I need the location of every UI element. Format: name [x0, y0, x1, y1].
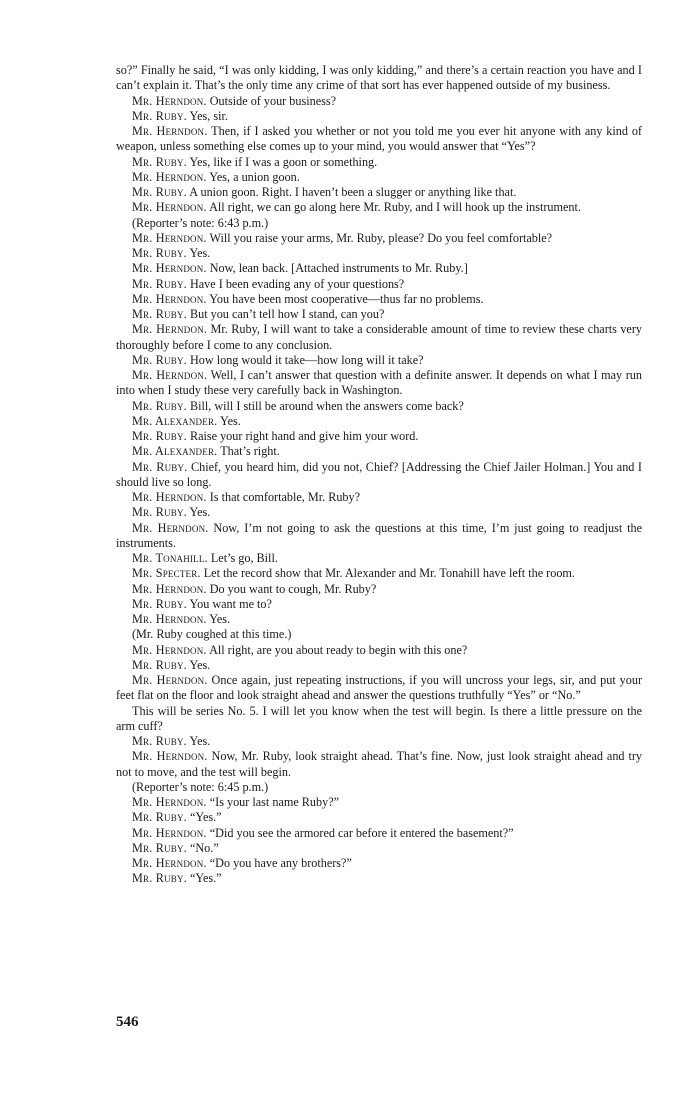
speaker-name: Mr. Herndon. — [132, 520, 209, 535]
transcript-paragraph — [116, 871, 642, 886]
speaker-name: Mr. Herndon. — [132, 291, 207, 306]
paragraph-text: All right, we can go along here Mr. Ruby, and I will hook up the instrument. — [209, 200, 581, 215]
paragraph-text: Have I been evading any of your questions? — [189, 276, 405, 291]
transcript-paragraph — [116, 322, 642, 353]
paragraph-text: so?” Finally he said, “I was only kidding, I was only kidding,” and there’s a certain reaction you have and I can’t explain it. That’s the only time any crime of that sort has ever happened outside of my business. — [116, 63, 642, 93]
paragraph-text: Now, Mr. Ruby, look straight ahead. That’s fine. Now, just look straight ahead and try not to move, and the test will begin. — [116, 749, 642, 779]
speaker-name: Mr. Ruby. — [132, 246, 187, 260]
speaker-name: Mr. Ruby. — [132, 352, 187, 367]
paragraph-text: How long would it take—how long will it take? — [189, 352, 424, 367]
transcript-paragraph — [116, 460, 642, 491]
speaker-name: Mr. Ruby. — [132, 596, 187, 611]
paragraph-text: Chief, you heard him, did you not, Chief? [Addressing the Chief Jailer Holman.] You and I should live so long. — [116, 459, 642, 489]
speaker-name: Mr. Ruby. — [132, 154, 187, 169]
transcript-paragraph — [116, 414, 642, 429]
transcript-paragraph — [116, 841, 642, 856]
speaker-name: Mr. Ruby. — [132, 505, 187, 520]
speaker-name: Mr. Tonahill. — [132, 551, 208, 565]
transcript-paragraph — [116, 795, 642, 810]
transcript-paragraph — [116, 109, 642, 124]
paragraph-text: “Yes.” — [189, 871, 222, 886]
transcript-paragraph — [116, 597, 642, 612]
paragraph-text: “Yes.” — [189, 810, 222, 825]
transcript-paragraph — [116, 856, 642, 871]
transcript-paragraph — [116, 353, 642, 368]
transcript-body — [116, 63, 642, 887]
speaker-name: Mr. Herndon. — [132, 261, 207, 276]
transcript-paragraph — [116, 566, 642, 581]
speaker-name: Mr. Herndon. — [132, 322, 208, 337]
speaker-name: Mr. Ruby. — [132, 734, 187, 748]
paragraph-text: (Reporter’s note: 6:45 p.m.) — [132, 779, 269, 794]
transcript-paragraph — [116, 368, 642, 399]
paragraph-text: Yes, sir. — [189, 108, 228, 123]
speaker-name: Mr. Specter. — [132, 566, 201, 581]
paragraph-text: Once again, just repeating instructions, if you will uncross your legs, sir, and put your feet flat on the floor and look straight ahead and answer the questions truthfully “Yes” or “No.” — [116, 673, 643, 703]
transcript-paragraph — [116, 551, 642, 566]
transcript-paragraph — [116, 216, 642, 231]
speaker-name: Mr. Ruby. — [132, 657, 187, 672]
transcript-paragraph — [116, 124, 642, 155]
paragraph-text: “Did you see the armored car before it entered the basement?” — [209, 825, 514, 840]
paragraph-text: Mr. Ruby, I will want to take a considerable amount of time to review these charts very thoroughly before I come to any conclusion. — [116, 322, 642, 352]
paragraph-text: Bill, will I still be around when the answers come back? — [189, 398, 464, 413]
transcript-paragraph — [116, 246, 642, 261]
speaker-name: Mr. Herndon. — [132, 856, 207, 870]
transcript-paragraph — [116, 734, 642, 749]
transcript-paragraph — [116, 643, 642, 658]
paragraph-text: Yes. — [189, 505, 211, 520]
paragraph-text: All right, are you about ready to begin with this one? — [209, 642, 468, 657]
transcript-paragraph — [116, 582, 642, 597]
speaker-name: Mr. Ruby. — [132, 871, 187, 886]
speaker-name: Mr. Herndon. — [132, 368, 208, 382]
paragraph-text: “Is your last name Ruby?” — [209, 795, 340, 809]
transcript-paragraph — [116, 429, 642, 444]
paragraph-text: Do you want to cough, Mr. Ruby? — [209, 581, 377, 596]
paragraph-text: Is that comfortable, Mr. Ruby? — [209, 490, 361, 504]
paragraph-text: Then, if I asked you whether or not you told me you ever hit anyone with any kind of weapon, unless something else comes up to your mind, you would answer that “Yes”? — [116, 124, 642, 154]
speaker-name: Mr. Ruby. — [132, 108, 187, 123]
paragraph-text: Yes. — [189, 734, 211, 748]
paragraph-text: Yes. — [189, 657, 211, 672]
paragraph-text: Outside of your business? — [209, 93, 336, 108]
speaker-name: Mr. Herndon. — [132, 490, 207, 504]
transcript-paragraph — [116, 185, 642, 200]
transcript-paragraph — [116, 94, 642, 109]
paragraph-text: Yes. — [189, 246, 211, 260]
speaker-name: Mr. Ruby. — [132, 276, 187, 291]
speaker-name: Mr. Ruby. — [132, 810, 187, 825]
paragraph-text: Yes. — [209, 612, 231, 626]
speaker-name: Mr. Ruby. — [132, 398, 187, 413]
transcript-paragraph — [116, 200, 642, 215]
page-number: 546 — [116, 1014, 139, 1030]
paragraph-text: Raise your right hand and give him your word. — [189, 429, 419, 443]
transcript-paragraph — [116, 277, 642, 292]
transcript-paragraph — [116, 673, 642, 704]
paragraph-text: You have been most cooperative—thus far no problems. — [209, 291, 484, 306]
paragraph-text: But you can’t tell how I stand, can you? — [189, 307, 385, 321]
speaker-name: Mr. Herndon. — [132, 795, 207, 809]
paragraph-text: A union goon. Right. I haven’t been a slugger or anything like that. — [189, 185, 517, 199]
speaker-name: Mr. Herndon. — [132, 169, 207, 184]
paragraph-text: Let’s go, Bill. — [210, 551, 278, 565]
speaker-name: Mr. Ruby. — [132, 307, 187, 321]
transcript-paragraph — [116, 63, 642, 94]
speaker-name: Mr. Herndon. — [132, 642, 207, 657]
transcript-paragraph — [116, 826, 642, 841]
transcript-paragraph — [116, 231, 642, 246]
paragraph-text: Let the record show that Mr. Alexander and Mr. Tonahill have left the room. — [203, 566, 575, 581]
transcript-paragraph — [116, 749, 642, 780]
speaker-name: Mr. Herndon. — [132, 230, 207, 245]
transcript-paragraph — [116, 261, 642, 276]
paragraph-text: (Mr. Ruby coughed at this time.) — [132, 627, 292, 642]
transcript-paragraph — [116, 627, 642, 642]
paragraph-text: Now, lean back. [Attached instruments to Mr. Ruby.] — [209, 261, 468, 276]
paragraph-text: “No.” — [189, 840, 219, 855]
speaker-name: Mr. Herndon. — [132, 581, 207, 596]
transcript-paragraph — [116, 307, 642, 322]
speaker-name: Mr. Alexander. — [132, 413, 218, 428]
paragraph-text: “Do you have any brothers?” — [209, 856, 352, 870]
transcript-paragraph — [116, 810, 642, 825]
paragraph-text: You want me to? — [189, 596, 272, 611]
transcript-paragraph — [116, 444, 642, 459]
paragraph-text: Will you raise your arms, Mr. Ruby, please? Do you feel comfortable? — [209, 230, 553, 245]
speaker-name: Mr. Ruby. — [132, 429, 187, 443]
paragraph-text: Now, I’m not going to ask the questions at this time, I’m just going to readjust the instruments. — [116, 520, 643, 550]
speaker-name: Mr. Ruby. — [132, 459, 188, 474]
speaker-name: Mr. Herndon. — [132, 93, 207, 108]
transcript-paragraph — [116, 658, 642, 673]
paragraph-text: That’s right. — [220, 444, 280, 459]
paragraph-text: Yes. — [220, 413, 241, 428]
paragraph-text: Yes, like if I was a goon or something. — [189, 154, 378, 169]
transcript-paragraph — [116, 505, 642, 520]
speaker-name: Mr. Alexander. — [132, 444, 218, 459]
transcript-paragraph — [116, 292, 642, 307]
speaker-name: Mr. Herndon. — [132, 825, 207, 840]
transcript-paragraph — [116, 704, 642, 735]
transcript-paragraph — [116, 155, 642, 170]
paragraph-text: This will be series No. 5. I will let you know when the test will begin. Is there a little pressure on the arm cuff? — [116, 703, 642, 733]
transcript-paragraph — [116, 490, 642, 505]
transcript-paragraph — [116, 780, 642, 795]
speaker-name: Mr. Herndon. — [132, 673, 208, 687]
transcript-paragraph — [116, 521, 642, 552]
speaker-name: Mr. Herndon. — [132, 612, 207, 626]
paragraph-text: Yes, a union goon. — [209, 169, 300, 184]
paragraph-text: (Reporter’s note: 6:43 p.m.) — [132, 215, 269, 230]
speaker-name: Mr. Ruby. — [132, 185, 187, 199]
transcript-paragraph — [116, 612, 642, 627]
speaker-name: Mr. Herndon. — [132, 200, 207, 215]
paragraph-text: Well, I can’t answer that question with a definite answer. It depends on what I may run into when I study these very carefully back in Washington. — [116, 368, 642, 398]
speaker-name: Mr. Herndon. — [132, 749, 208, 764]
speaker-name: Mr. Herndon. — [132, 124, 208, 138]
transcript-paragraph — [116, 399, 642, 414]
speaker-name: Mr. Ruby. — [132, 840, 187, 855]
transcript-paragraph — [116, 170, 642, 185]
